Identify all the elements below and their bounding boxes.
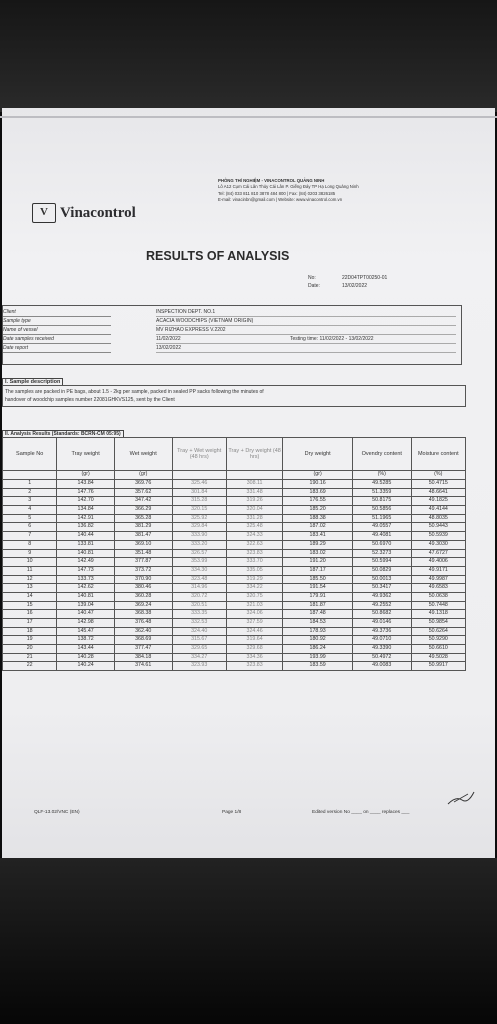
table-cell: 185.50 [283,575,353,584]
table-row [3,497,466,506]
table-cell: 140.81 [57,549,115,558]
replaces-label: replaces [381,810,401,815]
table-cell: 49.9987 [411,575,465,584]
table-cell: 323.93 [172,662,226,671]
table-cell: 13 [3,584,57,593]
table-cell: 49.0083 [352,662,411,671]
table-row [3,662,466,671]
unit-cell [226,471,283,480]
table-cell: 49.5028 [411,653,465,662]
info-label: Date samples received [3,335,111,344]
sample-description-text [2,385,466,407]
table-cell: 321.03 [226,601,283,610]
table-cell: 50.9443 [411,523,465,532]
table-cell: 184.53 [283,619,353,628]
table-cell: 49.4144 [411,506,465,515]
column-header: Wet weight [114,438,172,471]
table-cell: 351.48 [114,549,172,558]
table-cell: 189.29 [283,540,353,549]
table-cell: 50.0638 [411,592,465,601]
table-cell: 365.28 [114,514,172,523]
table-cell: 325.92 [172,514,226,523]
table-cell: 191.54 [283,584,353,593]
table-cell: 51.1965 [352,514,411,523]
table-cell: 50.4972 [352,653,411,662]
unit-cell: (%) [352,471,411,480]
table-cell: 10 [3,558,57,567]
table-cell: 380.46 [114,584,172,593]
unit-cell: (%) [411,471,465,480]
table-row [3,584,466,593]
table-cell: 49.3736 [352,627,411,636]
table-cell: 147.76 [57,488,115,497]
table-cell: 381.47 [114,532,172,541]
table-cell: 331.28 [226,514,283,523]
table-row [3,627,466,636]
table-row [3,653,466,662]
table-row [3,619,466,628]
table-row [3,480,466,489]
table-cell: 332.53 [172,619,226,628]
table-cell: 7 [3,532,57,541]
table-cell: 315.67 [172,636,226,645]
table-cell: 333.35 [172,610,226,619]
analysis-results-heading: II. Analysis Results (Standards: BCRN-CM 05:95) [2,430,124,438]
table-cell: 187.48 [283,610,353,619]
table-cell: 49.4006 [411,558,465,567]
table-cell: 180.92 [283,636,353,645]
table-cell: 187.02 [283,523,353,532]
table-cell: 320.75 [226,592,283,601]
report-number-label: No: [308,275,316,281]
info-value: INSPECTION DEPT. NO.1 [156,308,456,317]
report-refs [308,274,387,290]
table-cell: 49.4081 [352,532,411,541]
table-cell: 326.57 [172,549,226,558]
table-cell: 176.55 [283,497,353,506]
table-cell: 140.44 [57,532,115,541]
table-cell: 8 [3,540,57,549]
table-cell: 142.62 [57,584,115,593]
table-cell: 181.87 [283,601,353,610]
table-cell: 142.91 [57,514,115,523]
table-cell: 183.02 [283,549,353,558]
table-cell: 16 [3,610,57,619]
table-cell: 185.20 [283,506,353,515]
table-cell: 50.5939 [411,532,465,541]
table-cell: 47.6727 [411,549,465,558]
table-cell: 329.84 [172,523,226,532]
logo-text: Vinacontrol [60,204,136,221]
table-cell: 50.5994 [352,558,411,567]
table-cell: 186.24 [283,645,353,654]
table-cell: 49.3030 [411,540,465,549]
table-cell: 324.40 [172,627,226,636]
table-cell: 48.6641 [411,488,465,497]
units-row [3,471,466,480]
table-cell: 353.99 [172,558,226,567]
table-cell: 15 [3,601,57,610]
table-header-row [3,438,466,471]
info-value: 11/02/2022 [156,335,456,344]
testing-time: Testing time: 11/02/2022 - 13/02/2022 [290,336,374,342]
info-values [156,308,456,353]
results-table [2,437,466,671]
form-code: QLF-13.02/VNC (EN) [34,810,80,815]
info-value: ACACIA WOODCHIPS (VIETNAM ORIGIN) [156,317,456,326]
table-cell: 49.9362 [352,592,411,601]
table-cell: 308.11 [226,480,283,489]
edited-version-label: Edited version No [312,810,350,815]
info-label: Name of vessel [3,326,111,335]
report-date-label: Date: [308,283,320,289]
table-cell: 143.84 [57,480,115,489]
report-date-row [308,282,387,290]
table-cell: 49.0710 [352,636,411,645]
table-row [3,540,466,549]
table-cell: 5 [3,514,57,523]
table-cell: 18 [3,627,57,636]
testing-time-label: Testing time [290,336,317,342]
table-cell: 369.10 [114,540,172,549]
vinacontrol-logo [32,203,136,223]
unit-cell: (gr) [283,471,353,480]
table-cell: 49.0146 [352,619,411,628]
table-row [3,532,466,541]
table-cell: 50.0829 [352,566,411,575]
table-cell: 183.69 [283,488,353,497]
column-header: Ovendry content [352,438,411,471]
table-cell: 139.04 [57,601,115,610]
report-date: 13/02/2022 [342,283,368,289]
table-cell: 134.84 [57,506,115,515]
paper-fold [0,116,497,118]
table-row [3,610,466,619]
table-cell: 324.46 [226,627,283,636]
table-cell: 366.29 [114,506,172,515]
table-cell: 145.47 [57,627,115,636]
column-header: Sample No [3,438,57,471]
table-cell: 334.27 [172,653,226,662]
table-cell: 11 [3,566,57,575]
table-cell: 179.91 [283,592,353,601]
table-cell: 373.72 [114,566,172,575]
table-cell: 6 [3,523,57,532]
report-number-row [308,274,387,282]
table-row [3,601,466,610]
table-cell: 50.6264 [411,627,465,636]
table-cell: 50.8175 [352,497,411,506]
table-cell: 140.47 [57,610,115,619]
info-labels [3,308,111,353]
table-cell: 368.38 [114,610,172,619]
table-cell: 360.28 [114,592,172,601]
table-cell: 322.63 [226,540,283,549]
table-cell: 323.83 [226,662,283,671]
table-cell: 19 [3,636,57,645]
table-row [3,575,466,584]
table-cell: 369.76 [114,480,172,489]
table-cell: 49.1318 [411,610,465,619]
column-header: Moisture content [411,438,465,471]
table-row [3,636,466,645]
table-cell: 133.81 [57,540,115,549]
table-cell: 138.72 [57,636,115,645]
table-cell: 21 [3,653,57,662]
table-cell: 320.15 [172,506,226,515]
table-cell: 314.96 [172,584,226,593]
table-cell: 50.5856 [352,506,411,515]
table-cell: 12 [3,575,57,584]
table-cell: 324.33 [226,532,283,541]
table-cell: 140.28 [57,653,115,662]
table-row [3,566,466,575]
table-cell: 14 [3,592,57,601]
column-header: Dry weight [283,438,353,471]
table-cell: 190.16 [283,480,353,489]
column-header: Tray + Dry weight (48 hrs) [226,438,283,471]
table-row [3,514,466,523]
table-cell: 50.0013 [352,575,411,584]
table-cell: 49.3390 [352,645,411,654]
table-cell: 50.8682 [352,610,411,619]
table-cell: 319.29 [226,575,283,584]
sample-description-line: The samples are packed in PE bags, about 1.5 - 2kg per sample, packed in sealed PP sacks following the minutes of [5,389,264,395]
edited-version: Edited version No ____ on ____ replaces ___ [312,810,410,815]
table-cell: 193.99 [283,653,353,662]
table-cell: 50.6970 [352,540,411,549]
table-cell: 324.06 [226,610,283,619]
table-cell: 377.87 [114,558,172,567]
table-cell: 319.64 [226,636,283,645]
table-cell: 4 [3,506,57,515]
table-cell: 178.93 [283,627,353,636]
signature-mark [446,790,476,806]
table-cell: 325.46 [172,480,226,489]
table-cell: 323.83 [226,549,283,558]
table-cell: 49.9171 [411,566,465,575]
table-cell: 362.40 [114,627,172,636]
unit-cell: (gr) [57,471,115,480]
table-cell: 2 [3,488,57,497]
table-cell: 315.28 [172,497,226,506]
column-header: Tray + Wet weight (48 hrs) [172,438,226,471]
table-cell: 325.48 [226,523,283,532]
table-cell: 142.98 [57,619,115,628]
table-cell: 301.84 [172,488,226,497]
column-header: Tray weight [57,438,115,471]
table-cell: 334.22 [226,584,283,593]
table-cell: 147.73 [57,566,115,575]
unit-cell [3,471,57,480]
table-cell: 333.20 [172,540,226,549]
table-cell: 51.3359 [352,488,411,497]
info-label: Date report [3,344,111,353]
lab-header-info [218,178,458,204]
info-value: MV RIZHAO EXPRESS V.2202 [156,326,456,335]
sample-description-line: handover of woodchip samples number 22081GHKVS125, sent by the Client [5,397,175,403]
table-cell: 320.04 [226,506,283,515]
testing-time-value: 11/02/2022 - 13/02/2022 [319,336,374,342]
table-cell: 191.20 [283,558,353,567]
table-cell: 49.6583 [411,584,465,593]
table-cell: 50.6610 [411,645,465,654]
table-row [3,592,466,601]
table-cell: 376.48 [114,619,172,628]
info-label: Sample type [3,317,111,326]
lab-contact: Tel: (84) 033 811 810 3878 484 800 | Fax: (84) 0203 3826185 [218,190,336,196]
table-row [3,506,466,515]
table-cell: 50.7448 [411,601,465,610]
info-value: 13/02/2022 [156,344,456,353]
table-cell: 323.48 [172,575,226,584]
table-cell: 381.29 [114,523,172,532]
lab-name: PHÒNG THÍ NGHIỆM - VINACONTROL QUẢNG NINH [218,178,325,183]
unit-cell: (gr) [114,471,172,480]
table-cell: 143.44 [57,645,115,654]
table-cell: 334.36 [226,653,283,662]
edited-on-label: on [363,810,369,815]
table-cell: 327.59 [226,619,283,628]
table-cell: 133.73 [57,575,115,584]
table-cell: 142.49 [57,558,115,567]
table-cell: 49.5285 [352,480,411,489]
table-cell: 22 [3,662,57,671]
table-cell: 384.18 [114,653,172,662]
table-row [3,549,466,558]
table-cell: 377.47 [114,645,172,654]
table-row [3,488,466,497]
table-cell: 52.3273 [352,549,411,558]
table-cell: 369.24 [114,601,172,610]
table-row [3,558,466,567]
table-cell: 49.1825 [411,497,465,506]
background-bottom [0,858,497,1024]
table-cell: 142.70 [57,497,115,506]
table-cell: 370.90 [114,575,172,584]
table-cell: 50.9917 [411,662,465,671]
table-cell: 17 [3,619,57,628]
table-cell: 374.61 [114,662,172,671]
table-cell: 1 [3,480,57,489]
table-cell: 319.26 [226,497,283,506]
background-top [0,0,497,112]
table-cell: 329.68 [226,645,283,654]
table-cell: 9 [3,549,57,558]
page-number: Page 1/8 [222,810,242,815]
info-label: Client [3,308,111,317]
table-cell: 49.0557 [352,523,411,532]
table-cell: 368.69 [114,636,172,645]
table-cell: 347.42 [114,497,172,506]
report-number: 22D04TPT00250-01 [342,275,388,281]
table-row [3,523,466,532]
lab-address: Lô A12 Cụm Cái Lân Thủy Cái Lân P. Giếng Đáy TP Hạ Long Quảng Ninh [218,184,359,190]
table-cell: 140.81 [57,592,115,601]
page-title: RESULTS OF ANALYSIS [146,249,290,263]
table-cell: 50.3417 [352,584,411,593]
table-cell: 333.70 [226,558,283,567]
table-cell: 49.2552 [352,601,411,610]
table-cell: 183.59 [283,662,353,671]
lab-email: E-mail: vinacinbn@gmail.com | Website: www.vinacontrol.com.vn [218,197,343,203]
table-cell: 20 [3,645,57,654]
logo-icon: V [32,203,56,223]
table-cell: 333.90 [172,532,226,541]
table-cell: 320.51 [172,601,226,610]
unit-cell [172,471,226,480]
table-cell: 140.24 [57,662,115,671]
sample-description-heading: I. Sample description [2,378,63,386]
table-cell: 329.65 [172,645,226,654]
table-cell: 320.72 [172,592,226,601]
table-cell: 187.17 [283,566,353,575]
table-cell: 50.4715 [411,480,465,489]
table-cell: 50.9854 [411,619,465,628]
table-cell: 335.05 [226,566,283,575]
table-cell: 183.41 [283,532,353,541]
table-row [3,645,466,654]
table-cell: 48.8035 [411,514,465,523]
table-cell: 334.30 [172,566,226,575]
table-cell: 188.38 [283,514,353,523]
table-cell: 50.9290 [411,636,465,645]
table-cell: 357.62 [114,488,172,497]
table-cell: 3 [3,497,57,506]
table-cell: 331.48 [226,488,283,497]
table-cell: 136.82 [57,523,115,532]
